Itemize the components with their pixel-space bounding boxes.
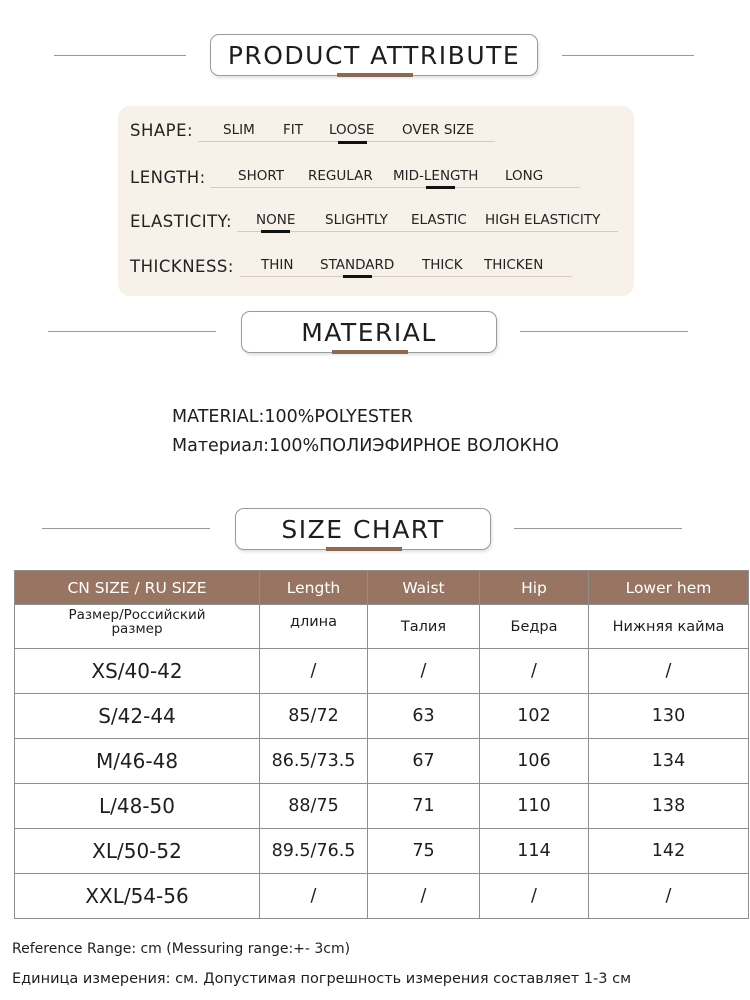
attribute-option-long: LONG — [505, 168, 544, 184]
ru-header-hip: Бедра — [480, 605, 589, 649]
attribute-row-line — [237, 231, 618, 232]
material-section-header — [241, 311, 497, 353]
column-header-waist: Waist — [368, 571, 480, 605]
size-cell: M/46-48 — [15, 739, 260, 784]
size-cell: S/42-44 — [15, 694, 260, 739]
material-text-russian: Материал:100%ПОЛИЭФИРНОЕ ВОЛОКНО — [172, 436, 559, 456]
column-header-length: Length — [260, 571, 368, 605]
length-cell: 88/75 — [260, 784, 368, 829]
attribute-option-thin: THIN — [261, 257, 294, 273]
waist-cell: / — [368, 874, 480, 919]
hip-cell: / — [480, 874, 589, 919]
attribute-option-short: SHORT — [238, 168, 284, 184]
attribute-option-over-size: OVER SIZE — [402, 122, 475, 138]
length-cell: / — [260, 874, 368, 919]
size-chart-table — [14, 570, 749, 919]
divider-line — [514, 528, 682, 529]
table-header-row — [15, 571, 749, 605]
waist-cell: / — [368, 649, 480, 694]
lower-hem-cell: / — [589, 649, 749, 694]
ru-header-length: длина — [260, 605, 368, 649]
divider-line — [42, 528, 210, 529]
header-accent-bar — [337, 73, 413, 77]
ru-header-lower-hem: Нижняя кайма — [589, 605, 749, 649]
selected-option-marker — [426, 186, 455, 189]
attribute-option-elastic: ELASTIC — [411, 212, 467, 228]
lower-hem-cell: 138 — [589, 784, 749, 829]
waist-cell: 71 — [368, 784, 480, 829]
material-text-english: MATERIAL:100%POLYESTER — [172, 407, 413, 427]
attribute-label-length: LENGTH: — [130, 168, 206, 187]
divider-line — [562, 55, 694, 56]
attribute-option-mid-length: MID-LENGTH — [393, 168, 479, 184]
divider-line — [520, 331, 688, 332]
table-row — [15, 694, 749, 739]
hip-cell: 110 — [480, 784, 589, 829]
attribute-label-elasticity: ELASTICITY: — [130, 212, 233, 231]
attribute-label-thickness: THICKNESS: — [130, 257, 234, 276]
column-header-size: CN SIZE / RU SIZE — [15, 571, 260, 605]
selected-option-marker — [261, 230, 290, 233]
ru-header-size — [15, 605, 260, 649]
attribute-section-title: PRODUCT ATTRIBUTE — [227, 40, 521, 70]
lower-hem-cell: / — [589, 874, 749, 919]
attribute-label-shape: SHAPE: — [130, 121, 194, 140]
waist-cell: 63 — [368, 694, 480, 739]
attribute-section-header — [210, 34, 538, 76]
russian-header-row — [15, 605, 749, 649]
column-header-lower-hem: Lower hem — [589, 571, 749, 605]
hip-cell: 106 — [480, 739, 589, 784]
header-accent-bar — [332, 350, 408, 354]
lower-hem-cell: 134 — [589, 739, 749, 784]
table-row — [15, 784, 749, 829]
selected-option-marker — [338, 141, 367, 144]
header-accent-bar — [326, 547, 402, 551]
attribute-option-slightly: SLIGHTLY — [325, 212, 388, 228]
lower-hem-cell: 142 — [589, 829, 749, 874]
attribute-option-thicken: THICKEN — [484, 257, 544, 273]
attribute-option-fit: FIT — [283, 122, 303, 138]
measurement-note-english: Reference Range: cm (Messuring range:+- 3cm) — [12, 941, 351, 957]
table-row — [15, 874, 749, 919]
selected-option-marker — [343, 275, 372, 278]
attribute-option-thick: THICK — [422, 257, 463, 273]
hip-cell: 114 — [480, 829, 589, 874]
measurement-note-russian: Единица измерения: см. Допустимая погрешность измерения составляет 1-3 см — [12, 971, 632, 987]
table-row — [15, 829, 749, 874]
size-chart-section-title: SIZE CHART — [281, 514, 445, 544]
divider-line — [48, 331, 216, 332]
lower-hem-cell: 130 — [589, 694, 749, 739]
hip-cell: 102 — [480, 694, 589, 739]
size-cell: XS/40-42 — [15, 649, 260, 694]
attribute-row-line — [210, 187, 580, 188]
attribute-option-none: NONE — [256, 212, 296, 228]
length-cell: 85/72 — [260, 694, 368, 739]
attribute-option-loose: LOOSE — [329, 122, 375, 138]
attribute-option-high-elasticity: HIGH ELASTICITY — [485, 212, 601, 228]
divider-line — [54, 55, 186, 56]
waist-cell: 75 — [368, 829, 480, 874]
ru-header-size-text: Размер/Российский размер — [68, 607, 206, 637]
size-cell: XXL/54-56 — [15, 874, 260, 919]
attribute-row-line — [240, 276, 572, 277]
size-cell: XL/50-52 — [15, 829, 260, 874]
waist-cell: 67 — [368, 739, 480, 784]
length-cell: / — [260, 649, 368, 694]
material-section-title: MATERIAL — [301, 317, 437, 347]
hip-cell: / — [480, 649, 589, 694]
attribute-option-slim: SLIM — [223, 122, 255, 138]
ru-header-waist: Талия — [368, 605, 480, 649]
column-header-hip: Hip — [480, 571, 589, 605]
table-row — [15, 739, 749, 784]
table-row — [15, 649, 749, 694]
attribute-option-regular: REGULAR — [308, 168, 373, 184]
length-cell: 86.5/73.5 — [260, 739, 368, 784]
length-cell: 89.5/76.5 — [260, 829, 368, 874]
size-chart-section-header — [235, 508, 491, 550]
size-cell: L/48-50 — [15, 784, 260, 829]
attribute-option-standard: STANDARD — [320, 257, 395, 273]
